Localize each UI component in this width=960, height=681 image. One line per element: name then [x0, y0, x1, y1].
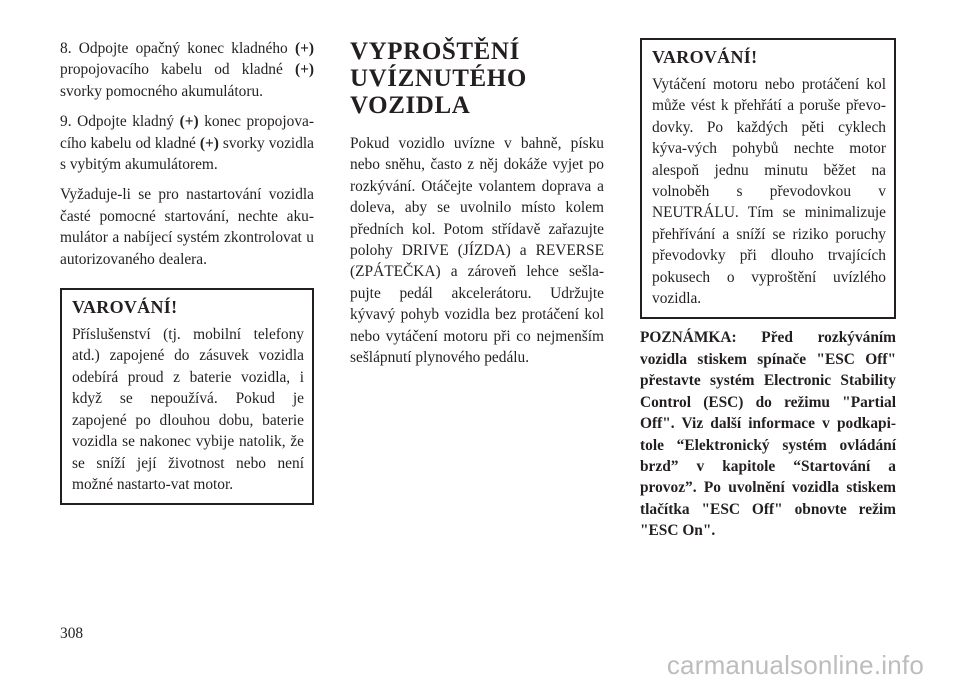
step-8-text: 8. Odpojte opačný konec kladného: [60, 40, 295, 57]
warning-text: Příslušenství (tj. mobilní telefony atd.) zapojené do zásuvek vozidla odebírá proud z baterie vozidla, i když se nepoužívá. Pokud je zapojené po dlouhou dobu, baterie vozidla se nakonec vybije natolik, že se sníží její životnost nebo není možné nastarto-vat motor.: [72, 326, 304, 493]
dealer-paragraph: Vyžaduje-li se pro nastartování vozidla časté pomocné startování, nechte aku-mulátor a nabíjecí systém zkontrolovat u autorizovaného dealera.: [60, 186, 314, 268]
warning-title: VAROVÁNÍ!: [652, 47, 758, 67]
warning-title: VAROVÁNÍ!: [72, 297, 178, 318]
step-9-text-mid: konec propojova-cího kabelu od kladné: [60, 113, 314, 152]
plus-symbol: (+): [179, 113, 199, 131]
rocking-paragraph: Pokud vozidlo uvízne v bahně, písku nebo sněhu, často z něj dokáže vyjet po rozkývání. Otáčejte volantem doprava a doleva, aby se uvolnilo místo kolem předních kol. Potom střídavě zařazujte polohy DRIVE (JÍZDA) a REVERSE (ZPÁTEČKA) a zároveň lehce sešla-pujte pedál akcelerátoru. Udržujte kývavý pohyb vozidla bez protáčení kol nebo vytáčení motoru při co nejmenším sešlápnutí plynového pedálu.: [350, 135, 604, 367]
left-column: [60, 38, 314, 505]
esc-note: POZNÁMKA: Před rozkýváním vozidla stiskem spínače "ESC Off" přestavte systém Electronic Stability Control (ESC) do režimu "Partial Off". Viz další informace v podkapi-tole “Elektronický systém ovládání brzd” v kapitole “Startování a provoz”. Po uvolnění vozidla stiskem tlačítka "ESC Off" obnovte režim "ESC On".: [640, 329, 896, 540]
step-8: [60, 38, 314, 102]
watermark: carmanualsonline.info: [666, 650, 924, 680]
step-9-text: 9. Odpojte kladný: [60, 113, 180, 131]
plus-symbol: (+): [294, 40, 314, 57]
middle-column: [350, 38, 604, 368]
right-column: [640, 38, 896, 542]
warning-box-accessories: [60, 288, 314, 505]
step-9: [60, 111, 314, 175]
plus-symbol: (+): [294, 61, 314, 79]
section-heading: VYPROŠTĚNÍ UVÍZNUTÉHO VOZIDLA: [350, 38, 527, 119]
warning-box-overheat: [640, 38, 896, 319]
step-8-text-mid: propojovacího kabelu od kladné: [60, 61, 295, 79]
plus-symbol: (+): [199, 134, 219, 152]
step-8-text-end: svorky pomocného akumulátoru.: [60, 82, 264, 100]
warning-text: Vytáčení motoru nebo protáčení kol může vést k přehřátí a poruše převo-dovky. Po každých pěti cyklech kýva-vých pohybů nechte motor alespoň jednu minutu běžet na volnoběh s převodovkou v NEUTRÁLU. Tím se minimalizuje přehřívání a sníží se riziko poruchy převodovky při dlouho trvajících pokusech o vyproštění uvízlého vozidla.: [652, 76, 886, 308]
step-9-text-end: svorky vozidla s vybitým akumulátorem.: [60, 134, 314, 174]
page-number: 308: [60, 625, 84, 642]
